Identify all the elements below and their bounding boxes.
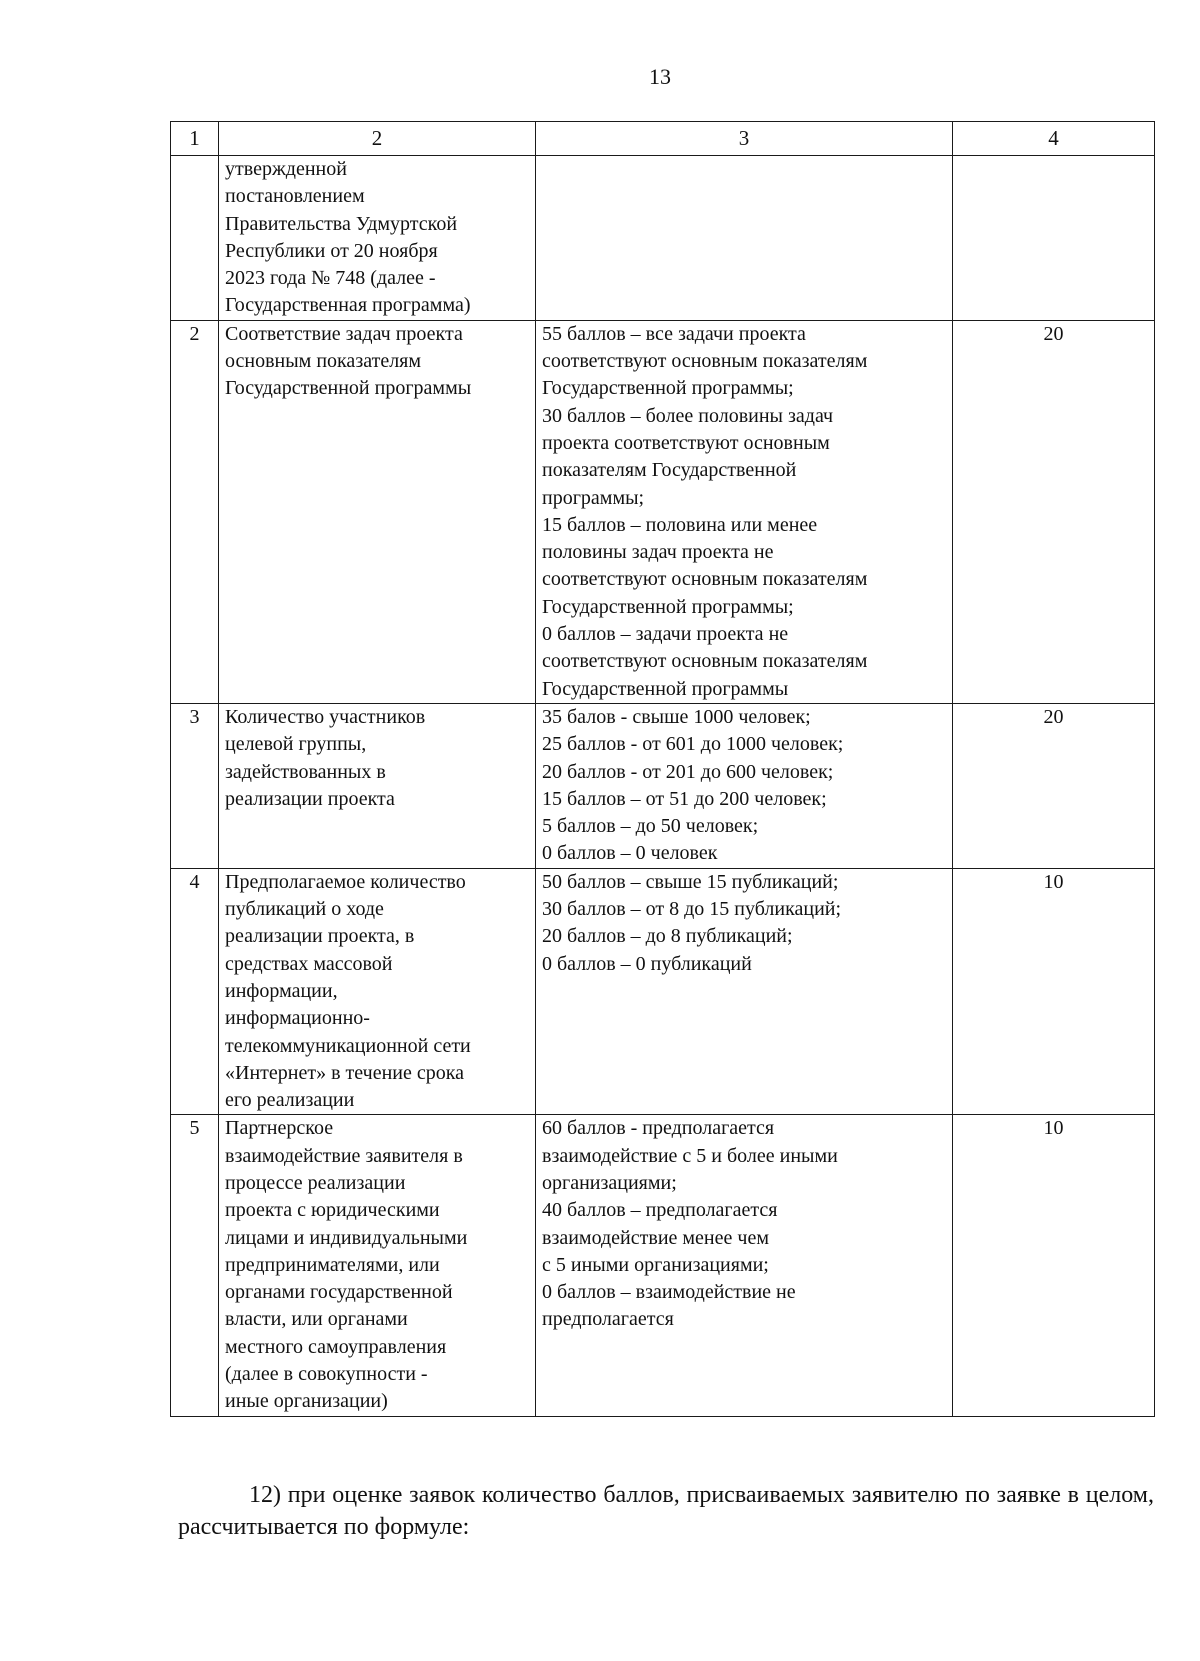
cell-line: показателям Государственной [542,459,797,482]
row-number: 2 [171,320,219,703]
criteria-table [170,121,1155,1417]
cell-line: Правительства Удмуртской [225,212,458,235]
cell-line: Предполагаемое количество [225,870,466,893]
row-number: 4 [171,868,219,1115]
header-cell-1: 1 [171,122,219,156]
row-number: 3 [171,703,219,868]
cell-line: лицами и индивидуальными [225,1226,468,1249]
cell-line: Соответствие задач проекта [225,322,463,345]
cell-line: 15 баллов – половина или менее [542,513,818,536]
cell-line: 30 баллов – более половины задач [542,404,834,427]
cell-line: Республики от 20 ноября [225,239,438,262]
cell-line: 0 баллов – 0 человек [542,842,718,865]
scale-cell [536,156,953,321]
cell-line: взаимодействие с 5 и более иными [542,1144,838,1167]
cell-line: (далее в совокупности - [225,1363,428,1386]
points-cell [953,156,1155,321]
table-row [171,703,1155,868]
cell-line: власти, или органами [225,1308,408,1331]
cell-line: иные организации) [225,1390,388,1413]
cell-line: 50 баллов – свыше 15 публикаций; [542,870,839,893]
cell-line: Государственная программа) [225,294,471,317]
row-number: 5 [171,1115,219,1416]
header-cell-4: 4 [953,122,1155,156]
table-row [171,156,1155,321]
cell-line: соответствуют основным показателям [542,650,868,673]
cell-line: Количество участников [225,705,426,728]
criterion-cell [219,1115,536,1416]
cell-line: половины задач проекта не [542,541,774,564]
row-number [171,156,219,321]
criterion-cell [219,320,536,703]
table-row [171,868,1155,1115]
points-cell: 10 [953,868,1155,1115]
cell-line: Государственной программы [542,677,789,700]
cell-line: 35 балов - свыше 1000 человек; [542,705,811,728]
page-number: 13 [649,64,671,89]
points-cell: 20 [953,703,1155,868]
cell-line: реализации проекта, в [225,925,415,948]
points-cell: 20 [953,320,1155,703]
cell-line: 0 баллов – 0 публикаций [542,952,752,975]
cell-line: соответствуют основным показателям [542,568,868,591]
scale-cell [536,320,953,703]
cell-line: проекта с юридическими [225,1199,440,1222]
scale-cell [536,1115,953,1416]
cell-line: соответствуют основным показателям [542,350,868,373]
cell-line: задействованных в [225,760,386,783]
cell-line: предполагается [542,1308,674,1331]
cell-line: 25 баллов - от 601 до 1000 человек; [542,733,844,756]
cell-line: Государственной программы [225,377,472,400]
cell-line: с 5 иными организациями; [542,1253,769,1276]
table-row [171,320,1155,703]
criterion-cell [219,156,536,321]
cell-line: 0 баллов – взаимодействие не [542,1281,796,1304]
criterion-cell [219,703,536,868]
cell-line: 20 баллов – до 8 публикаций; [542,925,793,948]
cell-line: Государственной программы; [542,377,794,400]
cell-line: 15 баллов – от 51 до 200 человек; [542,787,827,810]
cell-line: процессе реализации [225,1171,406,1194]
header-cell-2: 2 [219,122,536,156]
cell-line: 5 баллов – до 50 человек; [542,815,759,838]
cell-line: информации, [225,979,338,1002]
table-row [171,1115,1155,1416]
cell-line: 20 баллов - от 201 до 600 человек; [542,760,834,783]
cell-line: утвержденной [225,158,347,180]
cell-line: 40 баллов – предполагается [542,1199,778,1222]
cell-line: организациями; [542,1171,677,1194]
cell-line: программы; [542,486,645,509]
cell-line: публикаций о ходе [225,898,384,921]
cell-line: целевой группы, [225,733,367,756]
cell-line: 2023 года № 748 (далее - [225,267,436,290]
cell-line: органами государственной [225,1281,453,1304]
scale-cell [536,868,953,1115]
cell-line: средствах массовой [225,952,393,975]
cell-line: основным показателям [225,350,422,373]
cell-line: 55 баллов – все задачи проекта [542,322,806,345]
cell-line: телекоммуникационной сети [225,1034,471,1057]
cell-line: «Интернет» в течение срока [225,1061,465,1084]
cell-line: Партнерское [225,1117,334,1140]
header-cell-3: 3 [536,122,953,156]
scale-cell [536,703,953,868]
cell-line: предпринимателями, или [225,1253,440,1276]
cell-line: проекта соответствуют основным [542,431,830,454]
cell-line: Государственной программы; [542,595,794,618]
cell-line: реализации проекта [225,787,395,810]
cell-line: информационно- [225,1007,370,1030]
criterion-cell [219,868,536,1115]
cell-line: постановлением [225,185,365,208]
cell-line: 30 баллов – от 8 до 15 публикаций; [542,898,842,921]
cell-line: 0 баллов – задачи проекта не [542,623,789,646]
table-header-row [171,122,1155,156]
formula-paragraph: 12) при оценке заявок количество баллов, присваиваемых заявителю по заявке в целом, рассчитывается по формуле: [178,1482,1154,1540]
cell-line: местного самоуправления [225,1335,447,1358]
cell-line: 60 баллов - предполагается [542,1117,775,1140]
cell-line: взаимодействие заявителя в [225,1144,463,1167]
cell-line: его реализации [225,1089,355,1112]
cell-line: взаимодействие менее чем [542,1226,769,1249]
points-cell: 10 [953,1115,1155,1416]
